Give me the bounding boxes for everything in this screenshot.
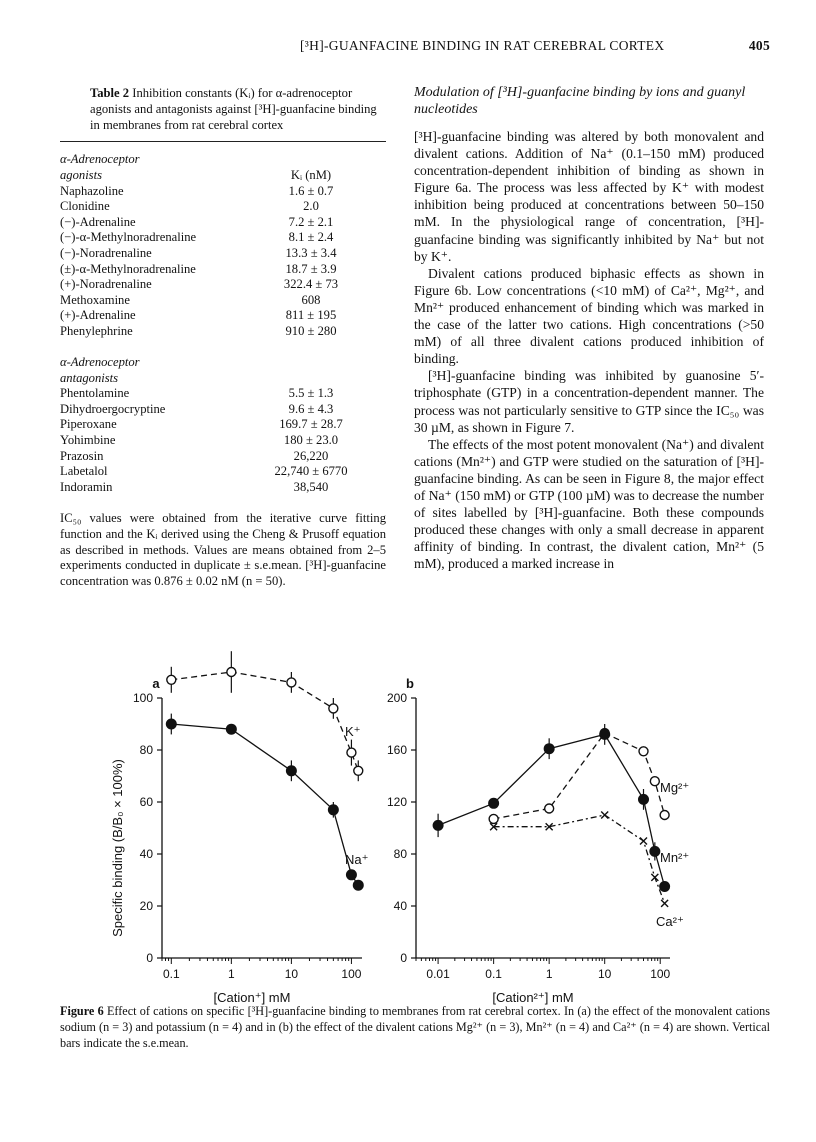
spacer [60,340,246,356]
series-label: Na⁺ [345,852,369,867]
compound-name: Labetalol [60,464,108,479]
data-point [286,765,297,776]
data-point [659,881,670,892]
table-caption-text: Inhibition constants (Kᵢ) for α-adrenoceptor agonists and antagonists against [³H]-guanfacine binding in membranes from rat cerebral cortex [90,86,377,132]
y-tick-label: 120 [386,795,407,809]
table-row [60,464,386,480]
x-tick-label: 1 [227,967,235,981]
table-column [60,86,386,589]
series-line [171,724,358,885]
data-point [601,812,608,819]
data-point [544,743,555,754]
x-axis-title: [Cation⁺] mM [213,990,291,1005]
table-row [60,152,386,168]
x-tick-label: 1 [545,967,553,981]
empty-cell [246,371,386,387]
table-row [60,293,386,309]
ki-value: 322.4 ± 73 [283,277,339,292]
table-row [60,355,386,371]
data-point [650,777,659,786]
compound-name: (−)-Noradrenaline [60,245,152,260]
paragraph: [³H]-guanfacine binding was altered by both monovalent and divalent cations. Addition of Na⁺ (0.1–150 mM) produced concentration-dependent inhibition of binding as shown in Figure 6a. The process was less affected by K⁺ with modest inhibition being produced at concentrations between 50–150 mM. In the physiological range of concentration, [³H]-guanfacine binding was significantly inhibited by Na⁺ but not by K⁺. [414,129,764,264]
panel-label: b [406,676,414,691]
page-number: 405 [748,38,770,53]
body-text-column [414,84,764,572]
ki-value: 7.2 ± 2.1 [288,214,334,229]
group-heading: α-Adrenoceptor [60,355,140,370]
x-tick-label: 10 [284,967,299,981]
ki-value: 8.1 ± 2.4 [288,230,334,245]
paragraph: Divalent cations produced biphasic effects as shown in Figure 6b. Low concentrations (<10 mM) of Ca²⁺, Mg²⁺, and Mn²⁺ produced enhancement of binding which was marked in the case of the latter two cations. High concentrations (>50 mM) of all three divalent cations produced inhibition of binding. [414,265,764,367]
compound-name: (+)-Adrenaline [60,308,136,323]
data-point [329,704,338,713]
compound-name: Dihydroergocryptine [60,401,166,416]
y-tick-label: 80 [139,743,153,757]
figure-6-plots [100,664,740,1005]
ki-value: 18.7 ± 3.9 [285,261,337,276]
x-axis-title: [Cation²⁺] mM [492,990,574,1005]
data-point [227,668,236,677]
figure-6 [100,664,740,1005]
ki-value: 38,540 [293,479,329,494]
ki-value: 5.5 ± 1.3 [288,386,334,401]
compound-name: Methoxamine [60,292,130,307]
x-tick-label: 10 [598,967,612,981]
series-line [494,733,665,819]
ki-value: 608 [301,292,321,307]
data-point [639,747,648,756]
table-row [60,433,386,449]
data-point [226,724,237,735]
x-tick-label: 0.1 [162,967,180,981]
panel-label: a [152,676,160,691]
spacer [246,340,386,356]
data-point [545,804,554,813]
data-point [661,900,668,907]
x-tick-label: 0.01 [426,967,450,981]
ki-value: 26,220 [293,448,329,463]
ki-value: 13.3 ± 3.4 [285,245,337,260]
ki-value: 169.7 ± 28.7 [279,417,343,432]
running-title: [³H]-GUANFACINE BINDING IN RAT CEREBRAL CORTEX [300,38,665,53]
data-point [346,869,357,880]
series-label: Ca²⁺ [656,914,684,929]
table-row [60,371,386,387]
data-point [167,675,176,684]
ki-value: 1.6 ± 0.7 [288,183,334,198]
ki-value: 22,740 ± 6770 [274,464,348,479]
data-point [328,804,339,815]
ki-table [60,152,386,495]
y-tick-label: 100 [132,691,153,705]
compound-name: Piperoxane [60,417,117,432]
x-tick-label: 100 [650,967,671,981]
compound-name: Phentolamine [60,386,130,401]
data-point [640,838,647,845]
table-row [60,168,386,184]
figure-caption-label: Figure 6 [60,1004,104,1018]
paragraph: The effects of the most potent monovalent (Na⁺) and divalent cations (Mn²⁺) and GTP were studied on the saturation of [³H]-guanfacine binding. As can be seen in Figure 8, the major effect of Na⁺ (150 mM) or GTP (100 µM) was to decrease the number of sites labelled by [³H]-guanfacine. Both these compounds produced these changes with only a small decrease in apparent affinity of binding. In contrast, the divalent cation, Mn²⁺ (5 mM), produced a marked increase in [414,436,764,572]
data-point [347,748,356,757]
compound-name: Naphazoline [60,183,124,198]
table-row [60,402,386,418]
table-row [60,215,386,231]
data-point [649,846,660,857]
data-point [433,820,444,831]
table-rule [60,141,386,142]
y-axis-title: Specific binding (B/B₀ × 100%) [110,759,125,937]
y-tick-label: 20 [139,899,153,913]
ki-value: 180 ± 23.0 [283,433,339,448]
table-row [60,184,386,200]
x-tick-label: 0.1 [485,967,502,981]
table-row [60,262,386,278]
x-tick-label: 100 [341,967,362,981]
group-heading: antagonists [60,370,119,385]
table-row [60,417,386,433]
y-tick-label: 0 [146,951,153,965]
compound-name: (±)-α-Methylnoradrenaline [60,261,196,276]
table-row [60,324,386,340]
series-line [171,672,358,771]
figure-caption [60,1004,770,1051]
y-tick-label: 200 [386,691,407,705]
y-tick-label: 40 [393,899,407,913]
running-header [300,38,770,54]
table-caption [90,86,386,133]
ki-value: 2.0 [303,199,319,214]
ki-value: 9.6 ± 4.3 [288,401,334,416]
table-row [60,246,386,262]
compound-name: Indoramin [60,479,113,494]
paragraph: [³H]-guanfacine binding was inhibited by guanosine 5′-triphosphate (GTP) in a concentration-dependent manner. The process was not particularly sensitive to GTP since the IC₅₀ was 30 µM, as shown in Figure 7. [414,368,764,435]
table-row [60,449,386,465]
compound-name: Clonidine [60,199,110,214]
section-title: Modulation of [³H]-guanfacine binding by ions and guanyl nucleotides [414,85,746,117]
compound-name: Yohimbine [60,433,116,448]
empty-cell [246,152,386,168]
group-heading: agonists [60,167,102,182]
data-point [354,766,363,775]
series-label: K⁺ [345,724,361,739]
compound-name: (−)-Adrenaline [60,214,136,229]
group-heading: α-Adrenoceptor [60,152,140,167]
data-point [353,880,364,891]
table-label: Table 2 [90,86,130,100]
table-row [60,308,386,324]
series-label: Mn²⁺ [660,850,690,865]
y-tick-label: 40 [139,847,153,861]
empty-cell [246,355,386,371]
compound-name: Prazosin [60,448,104,463]
ki-value: 910 ± 280 [285,323,337,338]
data-point [599,729,610,740]
y-tick-label: 0 [400,951,407,965]
table-row [60,480,386,496]
data-point [488,798,499,809]
figure-caption-text: Effect of cations on specific [³H]-guanfacine binding to membranes from rat cerebral cortex. In (a) the effect of the monovalent cations sodium (n = 3) and potassium (n = 4) and in (b) the effect of the divalent cations Mg²⁺ (n = 3), Mn²⁺ (n = 4) and Ca²⁺ (n = 4) are shown. Vertical bars indicate the s.e.mean. [60,1004,770,1050]
compound-name: (+)-Noradrenaline [60,277,152,292]
compound-name: (−)-α-Methylnoradrenaline [60,230,197,245]
table-row [60,199,386,215]
ki-value: 811 ± 195 [285,308,337,323]
y-tick-label: 60 [139,795,153,809]
table-row [60,277,386,293]
data-point [489,814,498,823]
data-point [166,719,177,730]
column-header: Kᵢ (nM) [290,167,332,182]
y-tick-label: 160 [386,743,407,757]
table-row [60,386,386,402]
series-line [494,815,665,903]
data-point [651,874,658,881]
table-footnote: IC₅₀ values were obtained from the iterative curve fitting function and the Kᵢ derived using the Cheng & Prusoff equation as described in methods. Values are means obtained from 2–5 experiments conducted in duplicate ± s.e.mean. [³H]-guanfacine concentration was 0.876 ± 0.02 nM (n = 50). [60,511,386,588]
series-label: Mg²⁺ [660,780,690,795]
data-point [638,794,649,805]
data-point [287,678,296,687]
y-tick-label: 80 [393,847,407,861]
table-row [60,340,386,356]
compound-name: Phenylephrine [60,323,133,338]
data-point [660,811,669,820]
table-row [60,230,386,246]
